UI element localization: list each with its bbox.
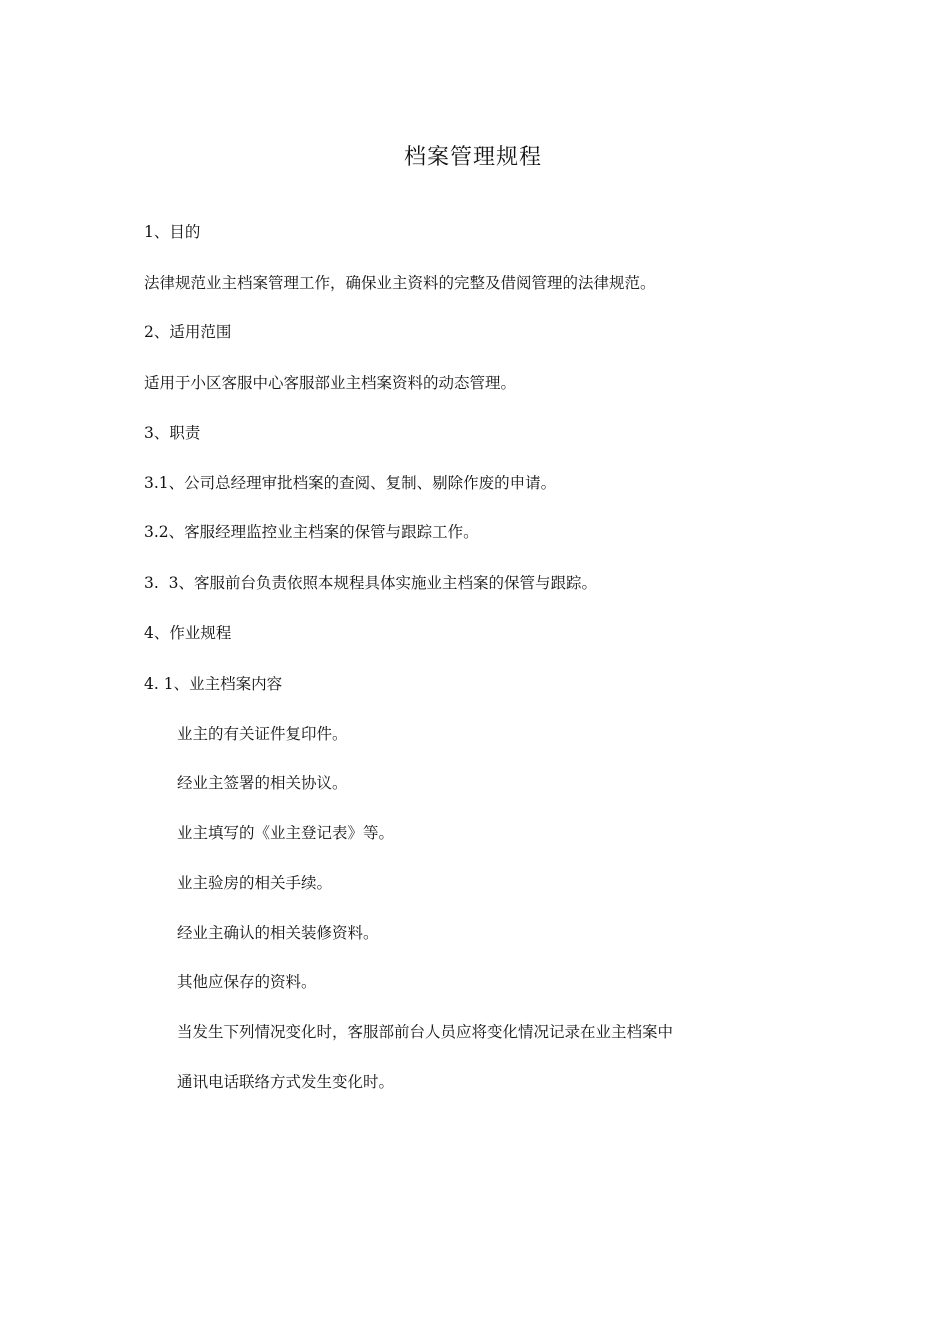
list-item: 通讯电话联络方式发生变化时。 xyxy=(177,1073,395,1091)
document-title: 档案管理规程 xyxy=(403,145,542,170)
section-heading-procedure: 4、作业规程 xyxy=(144,624,232,642)
list-item: 经业主确认的相关装修资料。 xyxy=(177,924,379,942)
list-item: 其他应保存的资料。 xyxy=(177,973,317,991)
list-item: 当发生下列情况变化时，客服部前台人员应将变化情况记录在业主档案中 xyxy=(177,1023,674,1041)
section-heading-purpose: 1、目的 xyxy=(144,223,201,241)
section-heading-duties: 3、职责 xyxy=(144,424,201,442)
duty-item-3-1: 3.1、公司总经理审批档案的查阅、复制、剔除作废的申请。 xyxy=(144,474,557,492)
list-item: 业主验房的相关手续。 xyxy=(177,874,333,892)
list-item: 业主填写的《业主登记表》等。 xyxy=(177,824,395,842)
list-item: 经业主签署的相关协议。 xyxy=(177,774,348,792)
list-item: 业主的有关证件复印件。 xyxy=(177,725,348,743)
section-heading-scope: 2、适用范围 xyxy=(144,323,232,341)
paragraph-scope: 适用于小区客服中心客服部业主档案资料的动态管理。 xyxy=(144,374,517,392)
subsection-heading-4-1: 4. 1、业主档案内容 xyxy=(144,675,283,693)
duty-item-3-2: 3.2、客服经理监控业主档案的保管与跟踪工作。 xyxy=(144,523,479,541)
paragraph-purpose: 法律规范业主档案管理工作，确保业主资料的完整及借阅管理的法律规范。 xyxy=(144,274,656,292)
duty-item-3-3: 3. 3、客服前台负责依照本规程具体实施业主档案的保管与跟踪。 xyxy=(144,574,598,592)
